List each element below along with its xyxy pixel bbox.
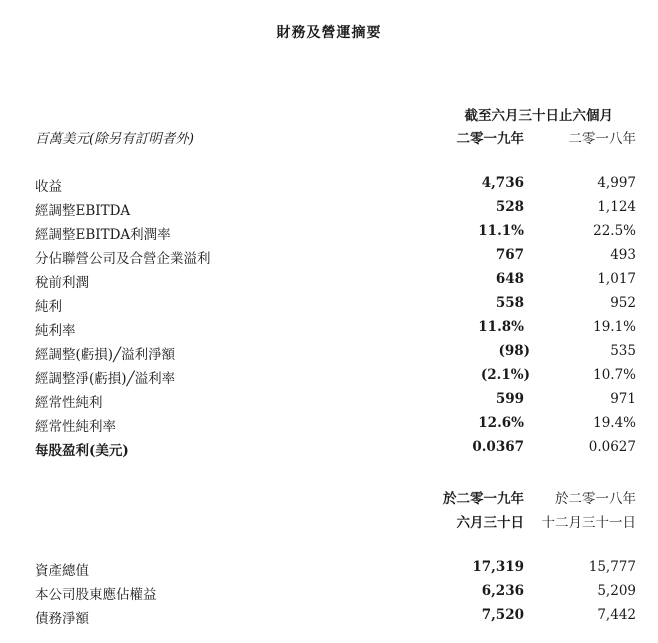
value-2019: (2.1%) [480,367,530,383]
value-2019: 4,736 [481,175,524,191]
value-2018: 493 [610,247,636,263]
value-2018: 535 [610,343,636,359]
value-2019: 558 [495,295,524,311]
table-row [0,559,658,583]
table-row [0,367,658,391]
table-row [0,199,658,223]
balance-2019-header-line1: 於二零一九年 [443,491,524,507]
value-2019: (98) [498,343,530,359]
table-row [0,223,658,247]
value-2018: 5,209 [597,583,636,599]
value-2019: 11.8% [478,319,524,335]
period-header: 截至六月三十日止六個月 [464,108,613,124]
table-row [0,247,658,271]
value-2019: 17,319 [472,559,524,575]
value-2019: 12.6% [478,415,524,431]
balance-2019-header-line2: 六月三十日 [456,515,524,531]
value-2018: 15,777 [588,559,636,575]
table-row [0,583,658,607]
row-label: 經調整淨(虧損)╱溢利率 [35,371,176,387]
value-2018: 10.7% [593,367,636,383]
year-2018-header: 二零一八年 [568,131,636,147]
value-2018: 952 [610,295,636,311]
value-2019: 11.1% [478,223,524,239]
value-2019: 648 [495,271,524,287]
value-2018: 1,124 [597,199,636,215]
table-row [0,319,658,343]
table-row [0,175,658,199]
table-row [0,415,658,439]
table-row [0,271,658,295]
row-label: 每股盈利(美元) [35,443,129,459]
value-2019: 528 [495,199,524,215]
value-2018: 19.1% [593,319,636,335]
row-label: 經調整EBITDA [35,203,131,219]
row-label: 經調整(虧損)╱溢利淨額 [35,347,176,363]
value-2019: 6,236 [481,583,524,599]
value-2019: 7,520 [481,607,524,623]
row-label: 資產總值 [35,563,89,579]
page-title: 財務及營運摘要 [276,25,382,41]
table-row [0,439,658,463]
balance-2018-header-line2: 十二月三十一日 [541,515,636,531]
row-label: 純利 [35,299,62,315]
value-2018: 19.4% [593,415,636,431]
value-2018: 4,997 [597,175,636,191]
value-2019: 0.0367 [472,439,524,455]
row-label: 經調整EBITDA利潤率 [35,227,171,243]
row-label: 收益 [35,179,62,195]
row-label: 經常性純利率 [35,419,116,435]
unit-label: 百萬美元(除另有訂明者外) [35,131,195,147]
value-2018: 7,442 [597,607,636,623]
row-label: 分佔聯營公司及合營企業溢利 [35,251,211,267]
value-2018: 971 [610,391,636,407]
row-label: 債務淨額 [35,611,89,627]
value-2018: 22.5% [593,223,636,239]
table-row [0,607,658,631]
row-label: 本公司股東應佔權益 [35,587,157,603]
row-label: 稅前利潤 [35,275,89,291]
row-label: 純利率 [35,323,76,339]
value-2018: 0.0627 [588,439,636,455]
row-label: 經常性純利 [35,395,103,411]
year-2019-header: 二零一九年 [456,131,524,147]
balance-2018-header-line1: 於二零一八年 [555,491,636,507]
value-2019: 599 [495,391,524,407]
table-row [0,295,658,319]
value-2019: 767 [495,247,524,263]
table-row [0,343,658,367]
table-row [0,391,658,415]
value-2018: 1,017 [597,271,636,287]
